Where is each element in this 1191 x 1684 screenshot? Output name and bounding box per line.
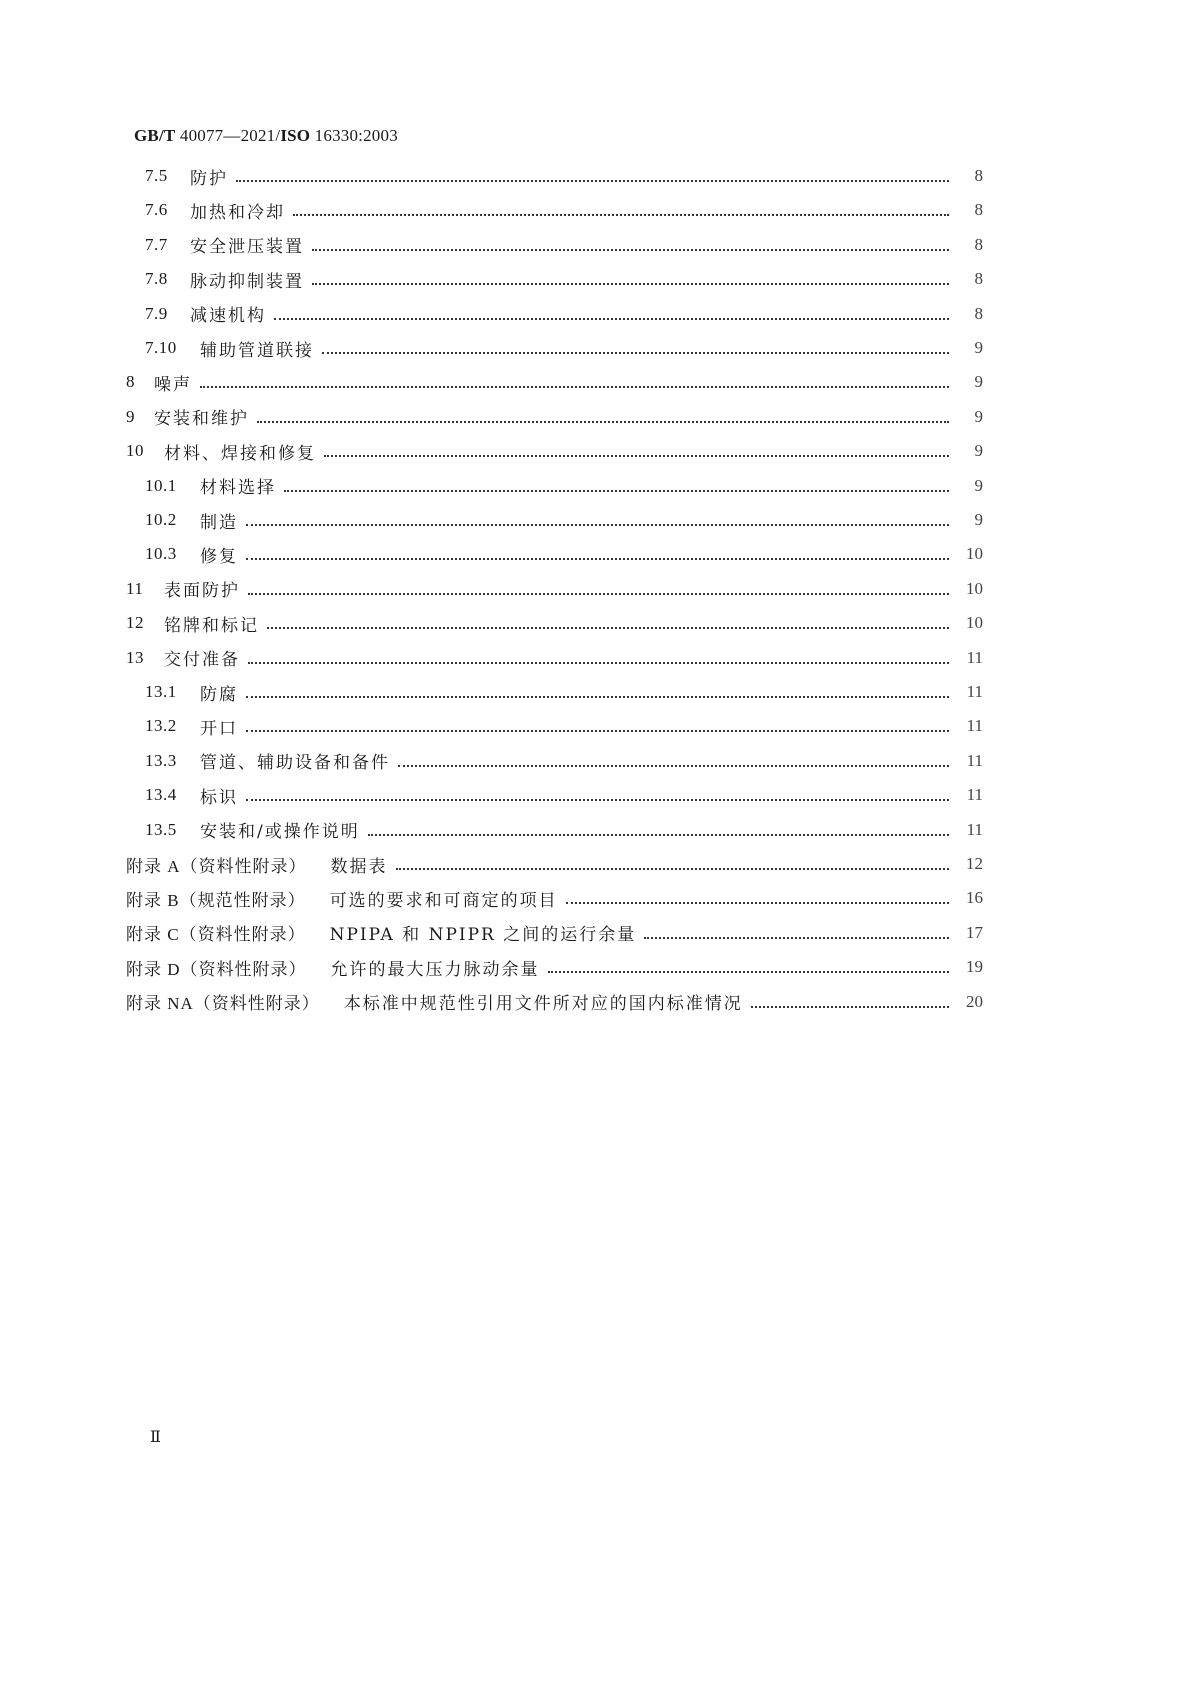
toc-entry[interactable] bbox=[145, 471, 983, 501]
toc-entry-title: 防腐 bbox=[200, 684, 238, 705]
toc-section-number: 10.2 bbox=[145, 510, 177, 529]
toc-entry[interactable] bbox=[126, 402, 983, 432]
toc-entry[interactable] bbox=[145, 195, 983, 225]
toc-section-number: 13.4 bbox=[145, 785, 177, 805]
toc-entry-title: 可选的要求和可商定的项目 bbox=[329, 890, 558, 911]
toc-dot-leader bbox=[242, 711, 953, 741]
toc-entry[interactable] bbox=[126, 987, 983, 1017]
toc-dot-leader bbox=[640, 918, 953, 948]
toc-dot-leader bbox=[562, 883, 953, 913]
toc-section-number: 13.5 bbox=[145, 819, 177, 839]
toc-section-number: 13.1 bbox=[145, 682, 177, 701]
toc-section-number: 7.8 bbox=[145, 269, 168, 289]
toc-dot-leader bbox=[244, 574, 953, 604]
toc-dot-leader bbox=[747, 987, 953, 1017]
toc-page-number: 11 bbox=[966, 819, 983, 839]
toc-entry-title: 标识 bbox=[200, 787, 238, 808]
toc-section-number: 10 bbox=[126, 441, 144, 461]
toc-section-number: 13 bbox=[126, 647, 144, 667]
toc-entry[interactable] bbox=[145, 815, 983, 845]
toc-page-number: 9 bbox=[974, 510, 983, 529]
toc-dot-leader bbox=[320, 436, 953, 466]
toc-dot-leader bbox=[253, 402, 953, 432]
toc-entry[interactable] bbox=[145, 746, 983, 776]
toc-page-number: 12 bbox=[966, 854, 983, 873]
toc-entry-title: 加热和冷却 bbox=[190, 202, 285, 223]
toc-entry-title: 材料、焊接和修复 bbox=[164, 443, 316, 464]
toc-entry-title: 材料选择 bbox=[200, 478, 276, 499]
toc-page-number: 9 bbox=[974, 475, 983, 495]
toc-entry[interactable] bbox=[126, 574, 983, 604]
toc-entry[interactable] bbox=[145, 299, 983, 329]
toc-dot-leader bbox=[196, 367, 953, 397]
toc-page-number: 9 bbox=[974, 441, 983, 461]
toc-entry[interactable] bbox=[126, 608, 983, 638]
toc-page-number: 11 bbox=[966, 716, 983, 736]
toc-entry-title: 脉动抑制装置 bbox=[190, 271, 304, 292]
toc-entry-title: 铭牌和标记 bbox=[164, 615, 259, 636]
toc-entry[interactable] bbox=[145, 711, 983, 741]
toc-entry[interactable] bbox=[145, 505, 983, 535]
toc-section-number: 7.7 bbox=[145, 234, 168, 254]
toc-entry-title: 安全泄压装置 bbox=[190, 237, 304, 258]
toc-page-number: 19 bbox=[966, 957, 983, 977]
toc-entry[interactable] bbox=[145, 780, 983, 810]
toc-page-number: 20 bbox=[966, 991, 983, 1011]
toc-dot-leader bbox=[242, 677, 953, 707]
toc-section-number: 7.5 bbox=[145, 166, 168, 185]
toc-dot-leader bbox=[280, 471, 953, 501]
toc-page-number: 10 bbox=[966, 613, 983, 633]
toc-page-number: 8 bbox=[974, 303, 983, 323]
toc-page-number: 8 bbox=[974, 166, 983, 185]
toc-page-number: 17 bbox=[966, 922, 983, 942]
toc-entry-title: 管道、辅助设备和备件 bbox=[200, 753, 390, 774]
toc-entry[interactable] bbox=[126, 367, 983, 397]
toc-entry-title: 开口 bbox=[200, 718, 238, 739]
toc-page-number: 9 bbox=[974, 406, 983, 426]
toc-entry-title: 安装和/或操作说明 bbox=[200, 822, 360, 843]
toc-section-number: 10.3 bbox=[145, 544, 177, 564]
toc-entry[interactable] bbox=[126, 643, 983, 673]
toc-dot-leader bbox=[242, 505, 953, 535]
toc-entry-title: 噪声 bbox=[154, 374, 192, 395]
toc-page-number: 11 bbox=[966, 785, 983, 805]
toc-entry-title: 防护 bbox=[190, 168, 228, 189]
toc-section-number: 12 bbox=[126, 613, 144, 633]
toc-dot-leader bbox=[544, 952, 953, 982]
toc-section-number: 13.2 bbox=[145, 716, 177, 736]
toc-entry-title: 安装和维护 bbox=[154, 409, 249, 430]
iso-number: 16330:2003 bbox=[310, 126, 398, 145]
toc-entry-title: 修复 bbox=[200, 546, 238, 567]
toc-dot-leader bbox=[392, 849, 953, 879]
toc-page-number: 11 bbox=[966, 647, 983, 667]
toc-section-number: 9 bbox=[126, 406, 135, 426]
toc-dot-leader bbox=[244, 643, 953, 673]
standard-prefix: GB/T bbox=[134, 126, 176, 145]
toc-appendix-label: 附录 B（规范性附录） bbox=[126, 890, 306, 910]
toc-page-number: 9 bbox=[974, 372, 983, 392]
toc-entry[interactable] bbox=[126, 918, 983, 948]
toc-page-number: 10 bbox=[966, 544, 983, 564]
toc-entry[interactable] bbox=[145, 230, 983, 260]
toc-dot-leader bbox=[242, 780, 953, 810]
toc-page-number: 9 bbox=[974, 338, 983, 357]
standard-number: 40077—2021/ bbox=[175, 126, 281, 145]
toc-dot-leader bbox=[308, 264, 953, 294]
toc-entry[interactable] bbox=[145, 677, 983, 707]
toc-dot-leader bbox=[242, 539, 953, 569]
toc-page-number: 8 bbox=[974, 269, 983, 289]
toc-entry[interactable] bbox=[126, 436, 983, 466]
toc-entry-title: 制造 bbox=[200, 512, 238, 533]
toc-dot-leader bbox=[270, 299, 953, 329]
iso-prefix: ISO bbox=[280, 126, 311, 145]
toc-section-number: 7.10 bbox=[145, 338, 177, 357]
toc-entry-title: 辅助管道联接 bbox=[200, 340, 314, 361]
toc-entry[interactable] bbox=[145, 333, 983, 363]
page-number: Ⅱ bbox=[150, 1429, 161, 1446]
toc-entry[interactable] bbox=[145, 539, 983, 569]
toc-dot-leader bbox=[318, 333, 953, 363]
toc-section-number: 7.6 bbox=[145, 200, 168, 220]
toc-page-number: 11 bbox=[966, 682, 983, 701]
toc-dot-leader bbox=[232, 161, 953, 191]
toc-entry[interactable] bbox=[126, 849, 983, 879]
toc-page-number: 10 bbox=[966, 578, 983, 598]
toc-page-number: 16 bbox=[966, 888, 983, 908]
toc-appendix-label: 附录 C（资料性附录） bbox=[126, 925, 306, 945]
toc-entry-title: 表面防护 bbox=[164, 581, 240, 602]
toc-page-number: 8 bbox=[974, 200, 983, 220]
toc-appendix-label: 附录 A（资料性附录） bbox=[126, 856, 307, 876]
toc-dot-leader bbox=[263, 608, 953, 638]
toc-entry-title: 数据表 bbox=[330, 856, 388, 877]
toc-page-number: 11 bbox=[966, 750, 983, 770]
toc-section-number: 11 bbox=[126, 578, 144, 598]
toc-appendix-label: 附录 D（资料性附录） bbox=[126, 959, 307, 979]
toc-section-number: 10.1 bbox=[145, 475, 177, 495]
toc-section-number: 13.3 bbox=[145, 750, 177, 770]
toc-appendix-label: 附录 NA（资料性附录） bbox=[126, 994, 320, 1014]
toc-entry[interactable] bbox=[126, 952, 983, 982]
toc-entry-title: 减速机构 bbox=[190, 306, 266, 327]
toc-entry-title: 允许的最大压力脉动余量 bbox=[330, 959, 540, 980]
toc-entry-title: NPIPA 和 NPIPR 之间的运行余量 bbox=[329, 925, 637, 946]
document-header bbox=[134, 126, 398, 146]
toc-entry[interactable] bbox=[145, 264, 983, 294]
toc-section-number: 7.9 bbox=[145, 303, 168, 323]
toc-dot-leader bbox=[308, 230, 953, 260]
toc-dot-leader bbox=[394, 746, 953, 776]
toc-dot-leader bbox=[289, 195, 953, 225]
toc-entry-title: 交付准备 bbox=[164, 650, 240, 671]
toc-page-number: 8 bbox=[974, 234, 983, 254]
toc-entry[interactable] bbox=[126, 883, 983, 913]
toc-dot-leader bbox=[364, 815, 953, 845]
toc-section-number: 8 bbox=[126, 372, 135, 392]
toc-entry[interactable] bbox=[145, 161, 983, 191]
toc-entry-title: 本标准中规范性引用文件所对应的国内标准情况 bbox=[343, 994, 743, 1015]
